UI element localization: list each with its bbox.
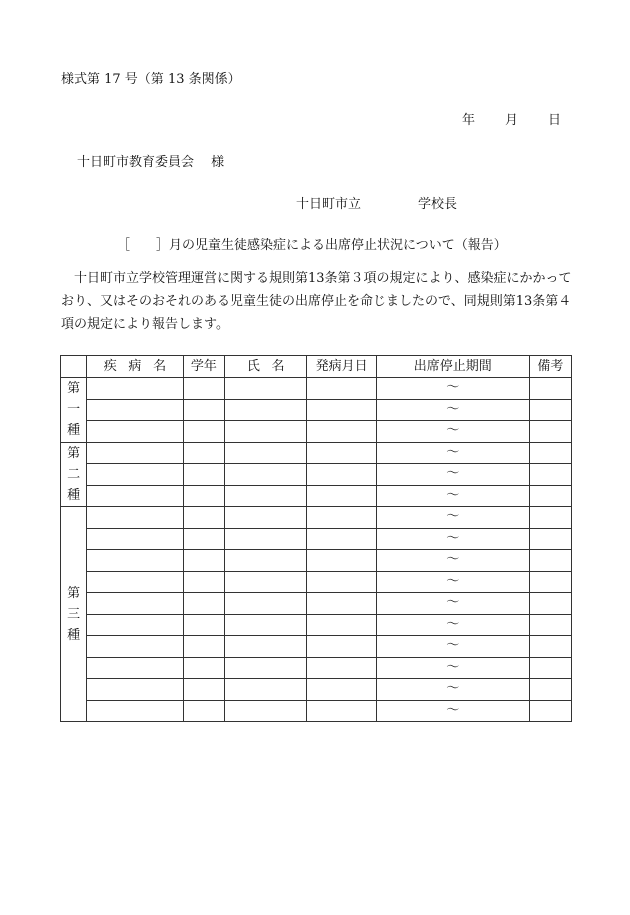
table-row [61,378,572,400]
header-name-label: 氏名 [246,358,297,374]
table-row [61,636,572,658]
cell-suspension-period[interactable]: ～ [376,550,529,572]
table-body [61,378,572,722]
date-day: 日 [548,113,562,128]
table-row [61,528,572,550]
cell-disease[interactable] [87,636,184,658]
cell-remarks[interactable] [529,550,571,572]
cell-remarks[interactable] [529,378,571,400]
cell-grade[interactable] [183,528,224,550]
category-char: 二 [67,466,81,482]
cell-suspension-period[interactable]: ～ [376,378,529,400]
cell-suspension-period[interactable]: ～ [376,507,529,529]
cell-name[interactable] [224,485,306,507]
cell-name[interactable] [224,378,306,400]
category-cell [61,442,87,507]
cell-remarks[interactable] [529,679,571,701]
cell-disease[interactable] [87,528,184,550]
cell-suspension-period[interactable]: ～ [376,442,529,464]
table-row [61,571,572,593]
cell-grade[interactable] [183,399,224,421]
category-char: 種 [67,627,81,643]
cell-name[interactable] [224,442,306,464]
date-line [462,109,561,128]
cell-disease[interactable] [87,550,184,572]
cell-grade[interactable] [183,679,224,701]
cell-name[interactable] [224,700,306,722]
cell-disease[interactable] [87,657,184,679]
cell-suspension-period[interactable]: ～ [376,399,529,421]
cell-onset-date[interactable] [307,399,376,421]
cell-grade[interactable] [183,636,224,658]
cell-grade[interactable] [183,593,224,615]
cell-disease[interactable] [87,378,184,400]
cell-disease[interactable] [87,571,184,593]
category-cell [61,378,87,443]
cell-remarks[interactable] [529,507,571,529]
cell-remarks[interactable] [529,399,571,421]
cell-grade[interactable] [183,550,224,572]
cell-grade[interactable] [183,507,224,529]
cell-name[interactable] [224,464,306,486]
addressee: 十日町市教育委員会 様 [77,155,225,170]
category-char: 種 [67,423,81,439]
cell-name[interactable] [224,550,306,572]
header-onset-date: 発病月日 [307,356,376,378]
table-row [61,399,572,421]
cell-onset-date[interactable] [307,464,376,486]
table-row [61,442,572,464]
table-row [61,464,572,486]
body-text: 十日町市立学校管理運営に関する規則第13条第３項の規定により、感染症にかかっており、又はそのおそれのある児童生徒の出席停止を命じましたので、同規則第13条第４項の規定により報告します。 [61,271,572,332]
cell-grade[interactable] [183,485,224,507]
cell-suspension-period[interactable]: ～ [376,571,529,593]
cell-remarks[interactable] [529,614,571,636]
cell-name[interactable] [224,507,306,529]
cell-name[interactable] [224,614,306,636]
cell-name[interactable] [224,421,306,443]
cell-disease[interactable] [87,679,184,701]
cell-remarks[interactable] [529,421,571,443]
cell-remarks[interactable] [529,485,571,507]
cell-suspension-period[interactable]: ～ [376,528,529,550]
report-table [60,355,572,722]
cell-remarks[interactable] [529,636,571,658]
cell-name[interactable] [224,636,306,658]
cell-grade[interactable] [183,571,224,593]
date-year: 年 [462,113,476,128]
cell-onset-date[interactable] [307,485,376,507]
cell-onset-date[interactable] [307,550,376,572]
cell-grade[interactable] [183,700,224,722]
table-row [61,550,572,572]
subject: ［ ］月の児童生徒感染症による出席停止状況について（報告） [117,238,507,253]
cell-disease[interactable] [87,700,184,722]
header-disease-label: 疾病名 [103,358,178,374]
cell-grade[interactable] [183,378,224,400]
category-char: 一 [67,402,81,418]
cell-disease[interactable] [87,399,184,421]
header-corner [61,356,87,378]
cell-name[interactable] [224,571,306,593]
category-cell [61,507,87,722]
cell-grade[interactable] [183,421,224,443]
cell-name[interactable] [224,657,306,679]
table-row [61,593,572,615]
cell-grade[interactable] [183,657,224,679]
cell-onset-date[interactable] [307,421,376,443]
cell-grade[interactable] [183,442,224,464]
cell-remarks[interactable] [529,464,571,486]
cell-onset-date[interactable] [307,657,376,679]
cell-name[interactable] [224,593,306,615]
cell-onset-date[interactable] [307,614,376,636]
table-row [61,421,572,443]
cell-remarks[interactable] [529,657,571,679]
sender-suffix: 学校長 [418,197,458,212]
cell-suspension-period[interactable]: ～ [376,700,529,722]
cell-name[interactable] [224,679,306,701]
cell-onset-date[interactable] [307,442,376,464]
header-remarks: 備考 [529,356,571,378]
header-suspension-period: 出席停止期間 [376,356,529,378]
cell-suspension-period[interactable]: ～ [376,636,529,658]
cell-suspension-period[interactable]: ～ [376,421,529,443]
cell-remarks[interactable] [529,593,571,615]
cell-remarks[interactable] [529,700,571,722]
cell-disease[interactable] [87,464,184,486]
category-char: 第 [67,381,81,397]
table-row [61,679,572,701]
category-char: 種 [67,487,81,503]
cell-suspension-period[interactable]: ～ [376,485,529,507]
table-row [61,485,572,507]
cell-name[interactable] [224,528,306,550]
table-row [61,657,572,679]
sender-prefix: 十日町市立 [296,197,362,212]
sender [296,193,457,212]
table-header-row [61,356,572,378]
cell-name[interactable] [224,399,306,421]
cell-disease[interactable] [87,614,184,636]
cell-remarks[interactable] [529,571,571,593]
cell-remarks[interactable] [529,442,571,464]
cell-onset-date[interactable] [307,679,376,701]
cell-suspension-period[interactable]: ～ [376,593,529,615]
category-char: 三 [67,606,81,622]
cell-suspension-period[interactable]: ～ [376,657,529,679]
table-row [61,507,572,529]
form-number: 様式第 17 号（第 13 条関係） [61,72,241,87]
cell-disease[interactable] [87,421,184,443]
cell-onset-date[interactable] [307,528,376,550]
header-grade: 学年 [183,356,224,378]
cell-grade[interactable] [183,614,224,636]
category-char: 第 [67,585,81,601]
cell-disease[interactable] [87,485,184,507]
cell-grade[interactable] [183,464,224,486]
cell-disease[interactable] [87,593,184,615]
cell-onset-date[interactable] [307,593,376,615]
category-char: 第 [67,445,81,461]
header-disease [87,356,184,378]
cell-suspension-period[interactable]: ～ [376,464,529,486]
cell-suspension-period[interactable]: ～ [376,614,529,636]
cell-onset-date[interactable] [307,636,376,658]
table-row [61,614,572,636]
cell-onset-date[interactable] [307,507,376,529]
cell-disease[interactable] [87,442,184,464]
table-row [61,700,572,722]
cell-remarks[interactable] [529,528,571,550]
date-month: 月 [505,113,519,128]
cell-onset-date[interactable] [307,571,376,593]
header-name [224,356,306,378]
cell-disease[interactable] [87,507,184,529]
cell-onset-date[interactable] [307,378,376,400]
cell-onset-date[interactable] [307,700,376,722]
cell-suspension-period[interactable]: ～ [376,679,529,701]
